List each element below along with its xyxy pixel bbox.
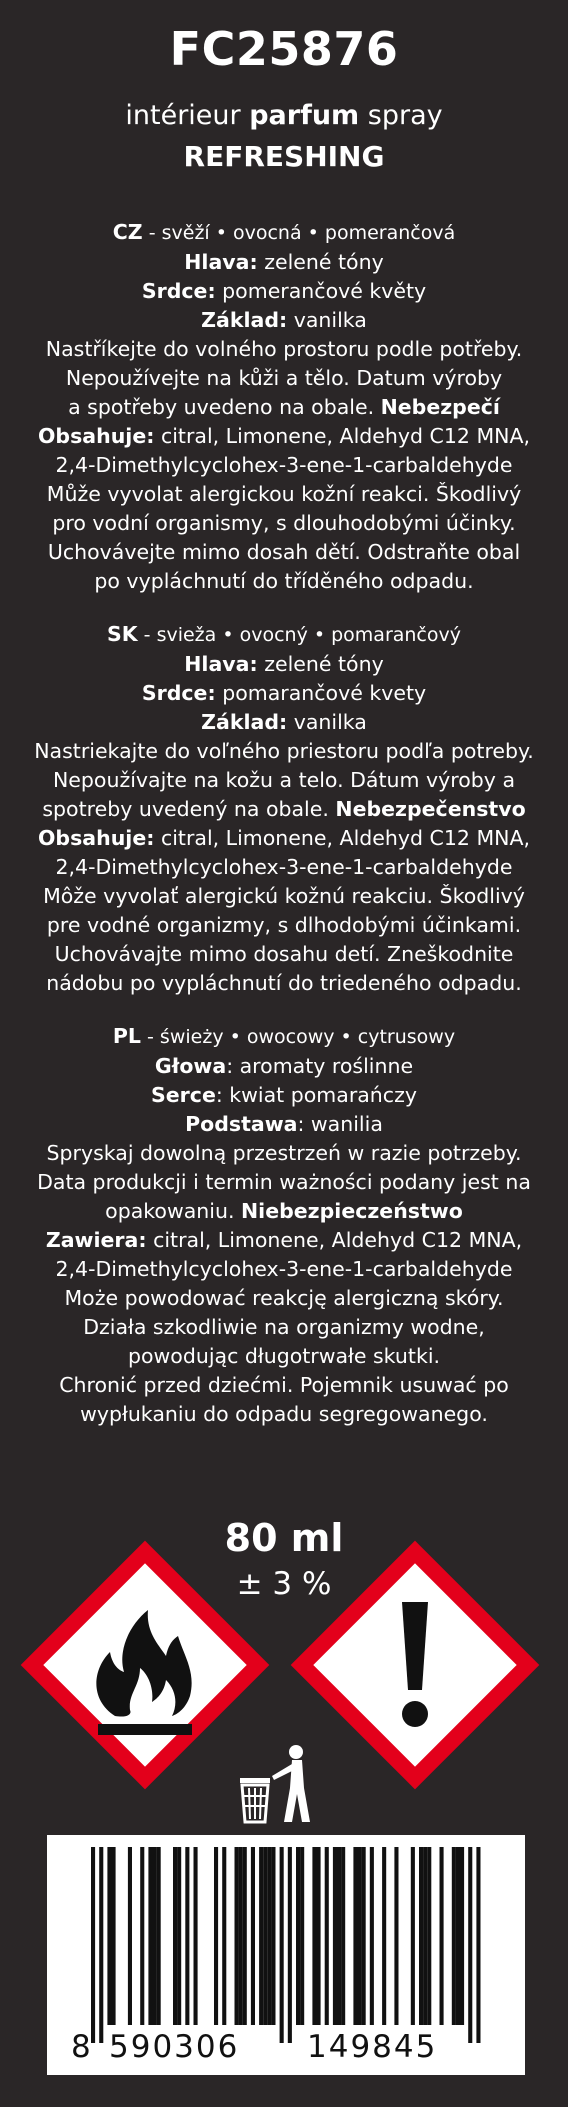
sk-base-value: vanilka (287, 710, 367, 734)
volume-label: 80 ml (224, 1516, 344, 1560)
pl-usage-line-3-text: opakowaniu. (105, 1199, 242, 1223)
volume-tolerance: ± 3 % (236, 1566, 332, 1602)
cz-usage-line-2: Nepoužívejte na kůži a tělo. Datum výroby (65, 366, 503, 390)
barcode-bar (153, 1847, 157, 2025)
barcode-bar (157, 1847, 161, 2025)
cz-notes-line (30, 218, 538, 248)
barcode-bar (394, 1847, 398, 2025)
barcode-bar (177, 1847, 181, 2025)
subtitle-bold: parfum (249, 100, 360, 131)
cz-line-8: Uchovávejte mimo dosah dětí. Odstraňte obal (47, 540, 521, 564)
sk-usage-line-3-text: spotreby uvedený na obale. (42, 797, 336, 821)
barcode-bar (382, 1847, 386, 2025)
pl-line-7: Działa szkodliwie na organizmy wodne, (83, 1315, 485, 1339)
barcode-bar (440, 1847, 444, 2025)
ean-barcode (47, 1835, 525, 2075)
barcode-bar (341, 1847, 345, 2025)
sk-notes: - svieža • ovocný • pomarančový (137, 624, 461, 646)
cz-base-line (30, 306, 538, 335)
pl-contains-line (30, 1226, 538, 1255)
sk-contains-line (30, 824, 538, 853)
barcode-right-group: 149845 (307, 2029, 438, 2065)
sk-line-7: pre vodné organizmy, s dlhodobými účinkami. (46, 913, 522, 937)
product-variant: REFRESHING (183, 140, 385, 173)
barcode-bar (235, 1847, 239, 2025)
pl-head-line (30, 1052, 538, 1081)
sk-base-line (30, 708, 538, 737)
subtitle-pre: intérieur (125, 100, 250, 131)
barcode-bar (194, 1847, 198, 2025)
product-subtitle (0, 100, 568, 131)
barcode-guard-bar (288, 1847, 292, 2043)
barcode-bar (263, 1847, 267, 2025)
barcode-bar (370, 1847, 374, 2025)
cz-heart-line (30, 277, 538, 306)
barcode-bar (259, 1847, 263, 2025)
sk-line-6: Môže vyvolať alergickú kožnú reakciu. Škodlivý (43, 884, 525, 908)
barcode-bar (222, 1847, 226, 2025)
sk-usage-line-1: Nastriekajte do voľného priestoru podľa potreby. (34, 739, 534, 763)
barcode-bar (456, 1847, 460, 2025)
pl-contains-value: citral, Limonene, Aldehyd C12 MNA, (146, 1228, 523, 1252)
barcode-bar (317, 1847, 321, 2025)
sk-heart-value: pomarančové kvety (215, 681, 427, 705)
barcode-bar (312, 1847, 316, 2025)
barcode-bar (362, 1847, 366, 2025)
cz-lang-code: CZ (112, 220, 143, 244)
barcode-bar (214, 1847, 218, 2025)
barcode-guard-bar (91, 1847, 95, 2043)
barcode-bar (271, 1847, 275, 2025)
sk-heart-label: Srdce: (141, 681, 216, 705)
cz-base-value: vanilka (287, 308, 367, 332)
pl-contains-label: Zawiera: (45, 1228, 147, 1252)
cz-head-label: Hlava: (184, 250, 258, 274)
cz-contains-label: Obsahuje: (37, 424, 155, 448)
barcode-bar (112, 1847, 116, 2025)
cz-heart-value: pomerančové květy (215, 279, 427, 303)
barcode-bar (128, 1847, 132, 2025)
recycle-bin-icon (232, 1742, 328, 1824)
barcode-bar (185, 1847, 189, 2025)
cz-heart-label: Srdce: (141, 279, 216, 303)
pl-notes: - świeży • owocowy • cytrusowy (141, 1026, 456, 1048)
barcode-left-group: 590306 (109, 2029, 240, 2065)
pl-lang-code: PL (112, 1024, 141, 1048)
pl-head-value: : aromaty roślinne (226, 1054, 414, 1078)
sk-text-block (30, 620, 538, 998)
barcode-guard-bar (99, 1847, 103, 2043)
subtitle-post: spray (359, 100, 443, 131)
cz-line-7: pro vodní organismy, s dlouhodobými účinky. (52, 511, 516, 535)
pl-base-value: : wanilia (297, 1112, 383, 1136)
barcode-bar (243, 1847, 247, 2025)
sk-lang-code: SK (106, 622, 138, 646)
barcode-bar (358, 1847, 362, 2025)
sk-head-label: Hlava: (184, 652, 258, 676)
sk-danger-word: Nebezpečenstvo (335, 797, 526, 821)
cz-usage-line-3 (30, 393, 538, 422)
sk-line-8: Uchovávajte mimo dosahu detí. Zneškodnite (54, 942, 514, 966)
cz-contains-value: citral, Limonene, Aldehyd C12 MNA, (154, 424, 531, 448)
pl-usage-line-1: Spryskaj dowolną przestrzeń w razie potrzeby. (46, 1141, 522, 1165)
pl-line-8: powodując długotrwałe skutki. (127, 1344, 441, 1368)
barcode-bar (296, 1847, 300, 2025)
barcode-bar (333, 1847, 337, 2025)
barcode-bar (411, 1847, 415, 2025)
barcode-bar (239, 1847, 243, 2025)
barcode-bar (107, 1847, 111, 2025)
barcode-bar (267, 1847, 271, 2025)
barcode-bar (251, 1847, 255, 2025)
sk-notes-line (30, 620, 538, 650)
sk-base-label: Základ: (201, 710, 288, 734)
pl-base-label: Podstawa (185, 1112, 298, 1136)
barcode-bar (353, 1847, 357, 2025)
pl-heart-label: Serce (151, 1083, 216, 1107)
cz-base-label: Základ: (201, 308, 288, 332)
barcode-bar (300, 1847, 304, 2025)
barcode-guard-bar (468, 1847, 472, 2043)
cz-head-line (30, 248, 538, 277)
pl-usage-line-3 (30, 1197, 538, 1226)
pl-usage-line-2: Data produkcji i termin ważności podany jest na (37, 1170, 531, 1194)
pl-text-block (30, 1022, 538, 1429)
pl-line-5: 2,4-Dimethylcyclohex-3-ene-1-carbaldehyde (55, 1257, 513, 1281)
barcode-bar (140, 1847, 144, 2025)
barcode-bar (452, 1847, 456, 2025)
sk-heart-line (30, 679, 538, 708)
cz-line-9: po vypláchnutí do tříděného odpadu. (94, 569, 474, 593)
barcode-guard-bar (280, 1847, 284, 2043)
cz-text-block (30, 218, 538, 596)
sk-contains-label: Obsahuje: (37, 826, 155, 850)
barcode-bar (423, 1847, 427, 2025)
pl-base-line (30, 1110, 538, 1139)
cz-usage-line-1: Nastříkejte do volného prostoru podle potřeby. (45, 337, 523, 361)
barcode-bar (325, 1847, 329, 2025)
cz-contains-line (30, 422, 538, 451)
pl-head-label: Głowa (154, 1054, 227, 1078)
pl-line-9: Chronić przed dziećmi. Pojemnik usuwać po (59, 1373, 509, 1397)
barcode-bar (337, 1847, 341, 2025)
sk-usage-line-2: Nepoužívajte na kožu a telo. Dátum výroby a (52, 768, 516, 792)
barcode-digits (47, 2029, 525, 2069)
barcode-bar (427, 1847, 431, 2025)
barcode-bar (148, 1847, 152, 2025)
product-code: FC25876 (169, 22, 399, 76)
cz-line-5: 2,4-Dimethylcyclohex-3-ene-1-carbaldehyde (55, 453, 513, 477)
pl-danger-word: Niebezpieczeństwo (241, 1199, 463, 1223)
sk-line-9: nádobu po vypláchnutí do triedeného odpadu. (46, 971, 522, 995)
pl-notes-line (30, 1022, 538, 1052)
cz-line-6: Může vyvolat alergickou kožní reakci. Škodlivý (46, 482, 522, 506)
pl-line-10: wypłukaniu do odpadu segregowanego. (80, 1402, 488, 1426)
cz-usage-line-3-text: a spotřeby uvedeno na obale. (68, 395, 381, 419)
sk-head-line (30, 650, 538, 679)
cz-head-value: zelené tóny (257, 250, 384, 274)
pl-heart-value: : kwiat pomarańczy (215, 1083, 417, 1107)
sk-line-5: 2,4-Dimethylcyclohex-3-ene-1-carbaldehyde (55, 855, 513, 879)
pl-line-6: Może powodować reakcję alergiczną skóry. (64, 1286, 504, 1310)
barcode-bar (173, 1847, 177, 2025)
barcode-first-digit: 8 (71, 2029, 93, 2065)
cz-notes: - svěží • ovocná • pomerančová (142, 222, 456, 244)
barcode-guard-bar (476, 1847, 480, 2043)
cz-danger-word: Nebezpečí (380, 395, 500, 419)
sk-usage-line-3 (30, 795, 538, 824)
barcode-bar (460, 1847, 464, 2025)
sk-contains-value: citral, Limonene, Aldehyd C12 MNA, (154, 826, 531, 850)
barcode-bar (419, 1847, 423, 2025)
sk-head-value: zelené tóny (257, 652, 384, 676)
pl-heart-line (30, 1081, 538, 1110)
